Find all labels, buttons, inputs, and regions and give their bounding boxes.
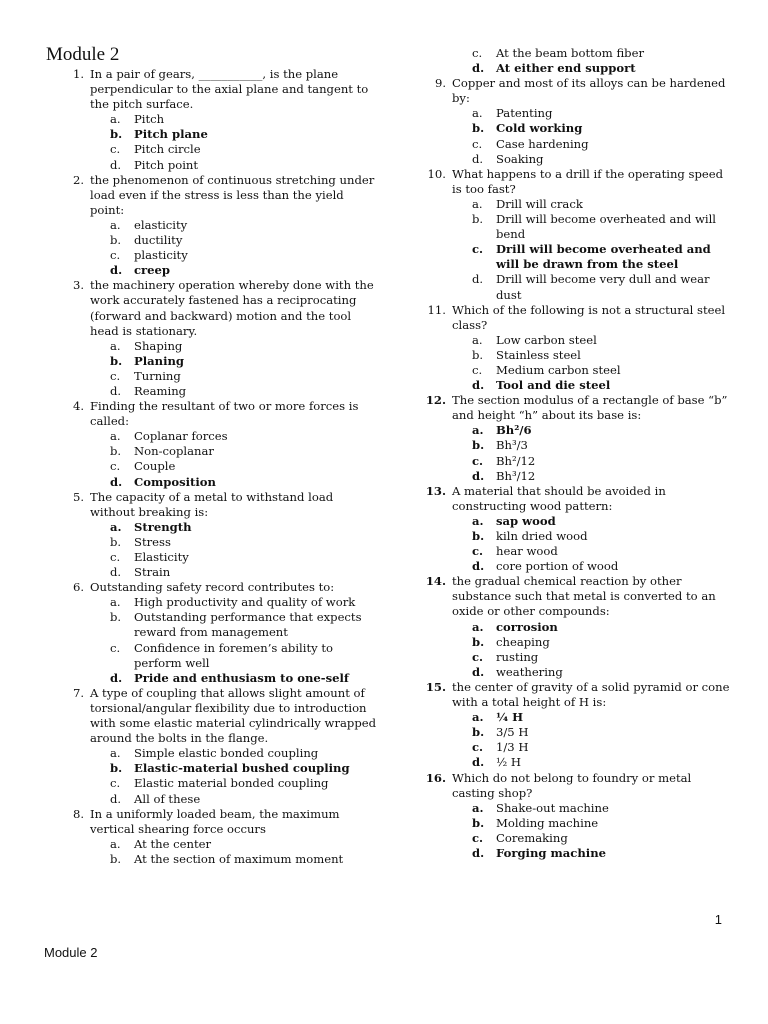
question-text: the machinery operation whereby done with the work accurately fastened has a reciprocating (forward and backward) motion and the tool head is stationary.: [90, 278, 374, 338]
option-text: Pitch point: [134, 157, 199, 172]
option-letter: a.: [472, 423, 484, 438]
question-text: In a uniformly loaded beam, the maximum vertical shearing force occurs: [90, 806, 340, 836]
option-text: Bh²/12: [496, 453, 536, 468]
question-item: [62, 686, 380, 807]
option-text: weathering: [496, 664, 563, 679]
answer-option: [110, 535, 380, 550]
answer-options: [110, 429, 380, 489]
option-letter: a.: [110, 519, 122, 534]
option-text: Pitch plane: [134, 127, 208, 142]
answer-options: [110, 746, 380, 806]
answer-options: [472, 801, 730, 861]
option-letter: c.: [472, 242, 484, 257]
answer-options: [472, 514, 730, 574]
option-letter: b.: [110, 353, 123, 368]
answer-options: [110, 595, 380, 686]
answer-option: [472, 363, 730, 378]
option-letter: a.: [472, 513, 484, 528]
option-text: Planing: [134, 353, 185, 368]
question-stem: [62, 580, 380, 595]
question-text: The section modulus of a rectangle of base “b” and height “h” about its base is:: [452, 393, 728, 423]
question-number: 7.: [72, 685, 84, 700]
option-letter: d.: [110, 791, 122, 806]
question-text: the gradual chemical reaction by other substance such that metal is converted to an oxide or other compounds:: [452, 574, 716, 619]
option-letter: a.: [110, 836, 121, 851]
answer-option: [472, 635, 730, 650]
question-text: In a pair of gears, ___________, is the plane perpendicular to the axial plane and tangent to the pitch surface.: [90, 67, 369, 112]
option-letter: c.: [472, 46, 483, 60]
question-item: [424, 484, 730, 575]
answer-option: [472, 816, 730, 831]
option-letter: a.: [472, 332, 483, 347]
question-text: Which of the following is not a structural steel class?: [452, 302, 726, 332]
answer-option: [472, 529, 730, 544]
question-text: A material that should be avoided in constructing wood pattern:: [452, 483, 666, 513]
answer-option: [110, 459, 380, 474]
option-text: Elastic material bonded coupling: [134, 776, 329, 791]
question-number: 3.: [72, 278, 84, 293]
option-text: Strain: [134, 565, 171, 580]
option-letter: b.: [472, 634, 485, 649]
answer-option: [110, 369, 380, 384]
option-text: core portion of wood: [496, 559, 619, 574]
answer-option: [110, 550, 380, 565]
option-letter: b.: [472, 725, 485, 740]
page-title: Module 2: [46, 44, 120, 65]
answer-option: [472, 348, 730, 363]
option-letter: d.: [110, 670, 123, 685]
answer-option: [472, 725, 730, 740]
option-text: Bh²/6: [496, 423, 532, 438]
option-text: Bh³/12: [496, 468, 536, 483]
answer-option: [472, 469, 730, 484]
option-text: Coremaking: [496, 830, 568, 845]
question-item: [62, 399, 380, 490]
answer-option: [472, 46, 730, 61]
answer-option: [110, 218, 380, 233]
answer-option: [472, 755, 730, 770]
answer-option: [110, 248, 380, 263]
option-letter: b.: [472, 529, 485, 543]
answer-option: [110, 158, 380, 173]
option-text: elasticity: [134, 217, 188, 232]
option-letter: a.: [472, 196, 483, 211]
option-text: At the section of maximum moment: [134, 851, 344, 866]
option-text: Cold working: [496, 121, 583, 136]
question-text: the phenomenon of continuous stretching under load even if the stress is less than the yield point:: [90, 172, 375, 217]
question-stem: [424, 303, 730, 333]
answer-option: [110, 384, 380, 399]
option-text: Outstanding performance that expects reward from management: [134, 610, 362, 640]
answer-option: [110, 565, 380, 580]
question-text: Outstanding safety record contributes to:: [90, 580, 335, 595]
answer-option: [110, 595, 380, 610]
answer-option: [110, 127, 380, 142]
answer-option: [472, 665, 730, 680]
answer-option: [472, 831, 730, 846]
question-item: [424, 393, 730, 484]
answer-option: [472, 559, 730, 574]
option-letter: a.: [110, 746, 121, 761]
question-item: [424, 771, 730, 862]
option-text: sap wood: [496, 513, 556, 528]
question-stem: [424, 484, 730, 514]
answer-option: [472, 514, 730, 529]
option-text: Medium carbon steel: [496, 362, 621, 377]
question-text: the center of gravity of a solid pyramid or cone with a total height of H is:: [452, 679, 730, 710]
option-text: Pride and enthusiasm to one-self: [134, 670, 349, 685]
answer-option: [472, 740, 730, 755]
answer-option: [472, 423, 730, 438]
option-text: Bh³/3: [496, 438, 528, 453]
answer-options: [110, 218, 380, 278]
answer-options: [110, 520, 380, 580]
option-letter: c.: [110, 640, 121, 655]
question-number: 12.: [425, 393, 446, 408]
question-stem: [62, 490, 380, 520]
question-number: 1.: [72, 67, 84, 81]
option-text: hear wood: [496, 544, 558, 559]
option-letter: d.: [472, 468, 485, 483]
question-item: [62, 490, 380, 581]
answer-option: [110, 429, 380, 444]
option-text: Patenting: [496, 106, 553, 121]
answer-option: [472, 152, 730, 167]
option-letter: c.: [472, 740, 484, 755]
option-letter: a.: [110, 595, 121, 610]
option-text: ½ H: [496, 755, 522, 770]
answer-option: [472, 801, 730, 816]
option-text: Elasticity: [134, 550, 189, 564]
answer-option: [110, 263, 380, 278]
option-text: Tool and die steel: [496, 378, 611, 393]
option-text: cheaping: [496, 634, 550, 649]
question-number: 4.: [72, 399, 84, 414]
answer-options: [472, 710, 730, 770]
option-letter: d.: [110, 263, 123, 278]
option-text: Drill will become very dull and wear dust: [496, 272, 710, 302]
option-text: Reaming: [134, 383, 187, 398]
option-text: Confidence in foremen’s ability to perform well: [134, 640, 334, 670]
right-column: [424, 46, 730, 861]
answer-option: [472, 378, 730, 393]
question-item: [62, 67, 380, 173]
question-number: 5.: [72, 489, 84, 504]
option-letter: a.: [110, 429, 121, 444]
option-letter: c.: [472, 136, 483, 151]
option-text: Stress: [134, 534, 171, 549]
continued-options: [472, 46, 730, 76]
question-stem: [62, 67, 380, 112]
answer-options: [472, 423, 730, 483]
question-number: 15.: [425, 679, 446, 694]
answer-option: [472, 137, 730, 152]
answer-option: [110, 610, 380, 640]
answer-option: [110, 142, 380, 157]
question-stem: [62, 686, 380, 746]
option-letter: c.: [472, 830, 484, 845]
option-letter: d.: [472, 272, 484, 287]
option-text: Simple elastic bonded coupling: [134, 746, 319, 761]
option-text: Pitch circle: [134, 142, 201, 157]
question-number: 10.: [427, 166, 446, 181]
answer-option: [110, 761, 380, 776]
option-text: Low carbon steel: [496, 332, 597, 347]
option-text: High productivity and quality of work: [134, 595, 356, 610]
option-letter: a.: [110, 112, 121, 127]
question-stem: [62, 278, 380, 338]
answer-options: [110, 339, 380, 399]
option-text: Drill will become overheated and will bend: [496, 212, 717, 242]
answer-option: [472, 197, 730, 212]
footer-text: Module 2: [44, 945, 98, 960]
answer-options: [472, 333, 730, 393]
option-letter: d.: [110, 157, 122, 172]
answer-option: [472, 710, 730, 725]
answer-option: [110, 233, 380, 248]
option-letter: b.: [472, 438, 485, 453]
question-number: 9.: [434, 76, 446, 91]
option-text: Elastic-material bushed coupling: [134, 761, 350, 776]
answer-option: [110, 792, 380, 807]
option-letter: d.: [472, 755, 485, 770]
option-text: corrosion: [496, 619, 558, 634]
option-letter: d.: [110, 474, 123, 489]
option-letter: b.: [472, 212, 484, 227]
answer-option: [110, 475, 380, 490]
option-letter: b.: [472, 347, 484, 362]
page-number: 1: [714, 912, 722, 927]
question-item: [424, 167, 730, 303]
question-number: 16.: [425, 770, 446, 785]
answer-options: [472, 620, 730, 680]
option-text: Turning: [134, 368, 181, 383]
answer-option: [472, 544, 730, 559]
option-letter: d.: [472, 559, 485, 574]
answer-option: [110, 837, 380, 852]
answer-option: [110, 776, 380, 791]
option-letter: b.: [110, 851, 122, 866]
option-text: Coplanar forces: [134, 429, 228, 444]
option-text: All of these: [134, 791, 201, 806]
question-number: 8.: [72, 806, 84, 821]
option-text: At either end support: [496, 61, 636, 76]
option-letter: c.: [110, 368, 121, 383]
question-stem: [424, 680, 730, 710]
question-number: 2.: [72, 172, 84, 187]
question-number: 11.: [427, 302, 446, 317]
option-text: At the beam bottom fiber: [496, 46, 644, 60]
question-item: [62, 173, 380, 279]
option-text: 3/5 H: [496, 725, 529, 740]
answer-option: [110, 354, 380, 369]
answer-options: [110, 837, 380, 867]
option-letter: b.: [110, 127, 123, 142]
option-letter: d.: [110, 565, 122, 580]
question-stem: [62, 399, 380, 429]
option-letter: b.: [110, 233, 122, 248]
option-letter: c.: [472, 544, 484, 559]
answer-option: [472, 212, 730, 242]
answer-option: [472, 61, 730, 76]
option-letter: a.: [472, 619, 484, 634]
answer-option: [472, 454, 730, 469]
question-item: [424, 303, 730, 394]
option-text: rusting: [496, 649, 539, 664]
option-letter: c.: [110, 142, 121, 157]
answer-option: [472, 620, 730, 635]
option-letter: c.: [110, 776, 121, 791]
answer-option: [472, 438, 730, 453]
option-text: 1/3 H: [496, 740, 529, 755]
answer-option: [472, 333, 730, 348]
option-letter: d.: [110, 383, 122, 398]
question-item: [424, 574, 730, 680]
answer-option: [110, 671, 380, 686]
option-letter: b.: [110, 761, 123, 776]
option-letter: d.: [472, 61, 485, 76]
question-item: [424, 680, 730, 771]
answer-option: [472, 242, 730, 272]
answer-option: [472, 121, 730, 136]
option-letter: d.: [472, 151, 484, 166]
answer-options: [472, 197, 730, 303]
question-item: [62, 278, 380, 399]
option-text: Shaping: [134, 338, 183, 353]
option-letter: c.: [110, 459, 121, 474]
answer-option: [472, 650, 730, 665]
question-text: Copper and most of its alloys can be hardened by:: [452, 76, 726, 106]
option-text: Stainless steel: [496, 347, 581, 362]
option-letter: d.: [472, 378, 485, 393]
question-stem: [62, 807, 380, 837]
option-letter: a.: [472, 106, 483, 121]
option-text: Composition: [134, 474, 216, 489]
option-letter: b.: [472, 815, 485, 830]
option-letter: d.: [472, 845, 485, 860]
option-letter: a.: [472, 800, 484, 815]
option-text: Case hardening: [496, 136, 589, 151]
question-item: [62, 807, 380, 867]
option-text: Couple: [134, 459, 176, 474]
option-letter: d.: [472, 664, 485, 679]
option-letter: b.: [110, 444, 122, 459]
question-stem: [424, 393, 730, 423]
answer-option: [110, 746, 380, 761]
question-item: [424, 76, 730, 167]
answer-option: [110, 641, 380, 671]
option-letter: c.: [472, 649, 484, 664]
option-text: At the center: [134, 836, 212, 851]
option-text: plasticity: [134, 248, 188, 263]
answer-option: [472, 846, 730, 861]
question-text: A type of coupling that allows slight amount of torsional/angular flexibility due to introduction with some elastic material cylindrically wrapped around the bolts in the flange.: [90, 685, 377, 746]
answer-option: [110, 444, 380, 459]
option-letter: c.: [472, 362, 483, 377]
option-text: Strength: [134, 519, 192, 534]
answer-option: [110, 852, 380, 867]
option-text: Soaking: [496, 151, 544, 166]
option-letter: b.: [110, 610, 122, 625]
option-letter: b.: [472, 121, 485, 136]
option-letter: a.: [110, 338, 121, 353]
answer-option: [110, 520, 380, 535]
answer-option: [110, 112, 380, 127]
option-letter: a.: [472, 710, 484, 725]
question-number: 13.: [425, 483, 446, 498]
left-column: [62, 67, 380, 867]
option-letter: c.: [110, 248, 121, 263]
option-text: creep: [134, 263, 171, 278]
question-number: 14.: [425, 574, 446, 589]
question-item: [62, 580, 380, 686]
option-text: ductility: [134, 233, 183, 248]
option-text: Pitch: [134, 112, 165, 127]
answer-options: [110, 112, 380, 172]
option-text: Forging machine: [496, 845, 606, 860]
option-text: Non-coplanar: [134, 444, 214, 459]
question-text: The capacity of a metal to withstand load without breaking is:: [90, 489, 334, 519]
question-stem: [424, 771, 730, 801]
question-number: 6.: [72, 580, 84, 595]
question-stem: [424, 167, 730, 197]
question-text: Which do not belong to foundry or metal casting shop?: [452, 770, 692, 800]
option-text: Molding machine: [496, 815, 599, 830]
question-text: Finding the resultant of two or more forces is called:: [90, 399, 359, 429]
option-text: Shake-out machine: [496, 800, 609, 815]
option-letter: c.: [472, 453, 484, 468]
option-text: ¼ H: [496, 710, 524, 725]
question-stem: [424, 76, 730, 106]
question-stem: [424, 574, 730, 619]
question-text: What happens to a drill if the operating speed is too fast?: [452, 166, 724, 196]
option-text: kiln dried wood: [496, 529, 588, 543]
answer-option: [472, 106, 730, 121]
answer-option: [472, 272, 730, 302]
option-letter: a.: [110, 217, 121, 232]
option-letter: c.: [110, 550, 121, 564]
question-stem: [62, 173, 380, 218]
answer-option: [110, 339, 380, 354]
answer-options: [472, 106, 730, 166]
option-text: Drill will crack: [496, 196, 583, 211]
option-text: Drill will become overheated and will be drawn from the steel: [496, 242, 711, 272]
option-letter: b.: [110, 534, 122, 549]
